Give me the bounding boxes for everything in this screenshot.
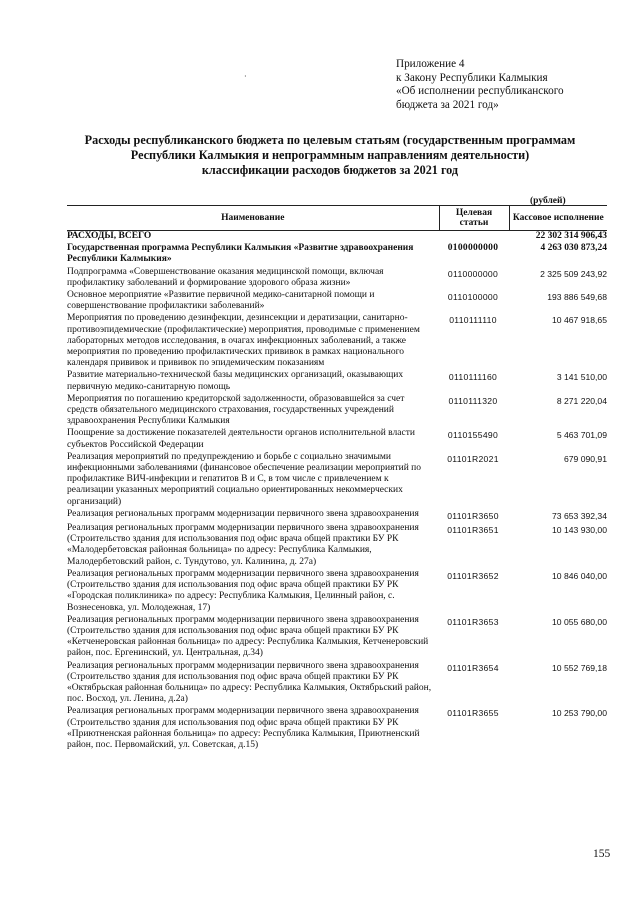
row-name: Реализация региональных программ модернизации первичного звена здравоохранения (Строительство здания для использования под офис врача общей практики БУ РК «Октябрьская районная больница» по адресу: Республика Калмыкия, Октябрьский район, пос. Восход, ул. Ленина, д.2а)	[67, 660, 432, 705]
table-row	[67, 370, 607, 393]
row-amount: 10 846 040,00	[552, 570, 607, 581]
row-code: 0100000000	[447, 243, 499, 254]
title-line: Расходы республиканского бюджета по целевым статьям (государственным программам	[84, 133, 576, 147]
stray-mark: ·	[244, 72, 247, 81]
table-row	[67, 523, 607, 569]
table-row	[67, 452, 607, 509]
row-name: Развитие материально-технической базы медицинских организаций, оказывающих первичную медико-санитарную помощь	[67, 370, 404, 392]
row-code	[439, 231, 509, 244]
table-row	[67, 243, 607, 266]
row-amount: 10 143 930,00	[552, 525, 607, 536]
header-amount: Кассовое исполнение	[512, 212, 604, 223]
row-code: 0110111160	[448, 372, 498, 383]
title-line: классификации расходов бюджетов за 2021 год	[201, 163, 459, 177]
row-amount: 22 302 314 906,43	[535, 231, 607, 241]
row-code: 01101R3655	[447, 708, 499, 719]
row-code: 01101R3652	[447, 570, 499, 581]
expenditure-table	[67, 205, 607, 752]
row-name: Реализация региональных программ модернизации первичного звена здравоохранения (Строительство здания для использования под офис врача общей практики БУ РК «Приютненская районная больница» по адресу: Республика Калмыкия, Приютненский район, пос. Первомайский, ул. Советская, д.15)	[67, 706, 420, 750]
table-row	[67, 428, 607, 451]
row-name: РАСХОДЫ, ВСЕГО	[67, 231, 152, 241]
row-amount: 73 653 392,34	[552, 510, 607, 521]
units-label: (рублей)	[530, 196, 566, 206]
row-amount: 10 055 680,00	[552, 616, 607, 627]
row-amount: 3 141 510,00	[556, 372, 607, 383]
appendix-line: бюджета за 2021 год»	[396, 98, 499, 111]
row-name: Реализация региональных программ модернизации первичного звена здравоохранения (Строительство здания для использования под офис врача общей практики БУ РК «Кетченеровская районная больница» по адресу: Республика Калмыкия, Кетченеровский район, пос. Ергенинский, ул. Центральная, д.34)	[67, 614, 429, 659]
row-code: 0110111320	[448, 395, 498, 406]
row-name: Реализация региональных программ модернизации первичного звена здравоохранения (Строительство здания для использования под офис врача общей практики БУ РК «Малодербетовская районная больница» по адресу: Республика Калмыкия, Малодербетовский район, с. Тундутово, ул. Калинина, д. 27а)	[67, 523, 419, 567]
row-amount: 8 271 220,04	[556, 395, 607, 406]
row-name: Реализация региональных программ модернизации первичного звена здравоохранения (Строительство здания для использования под офис врача общей практики БУ РК «Городская поликлиника» по адресу: Республика Калмыкия, Целинный район, с. Вознесеновка, ул. Молодежная, 17)	[67, 568, 419, 613]
header-code: Целевая статьи	[439, 206, 509, 231]
title-line: Республики Калмыкия и непрограммным направлениям деятельности)	[130, 148, 530, 162]
table-row	[67, 661, 607, 707]
row-code: 01101R3653	[447, 616, 499, 627]
row-amount: 2 325 509 243,92	[540, 268, 607, 279]
row-amount: 5 463 701,09	[556, 430, 607, 441]
appendix-note	[396, 58, 616, 112]
table-row	[67, 313, 607, 370]
appendix-line: «Об исполнении республиканского	[396, 85, 564, 98]
row-code: 01101R3654	[447, 662, 499, 673]
row-name: Мероприятия по проведению дезинфекции, дезинсекции и дератизации, санитарно-противоэпидемические (профилактические) мероприятия, проводимые с применением лабораторных методов исследования, в очагах инфекционных заболеваний, а также мероприятия по проведению профилактических прививок в рамках национального календаря прививок и прививок по эпидемическим показаниям	[67, 313, 420, 369]
row-name: Поощрение за достижение показателей деятельности органов исполнительной власти субъектов Российской Федерации	[67, 428, 415, 450]
table-row	[67, 290, 607, 313]
row-code: 0110000000	[447, 268, 499, 279]
row-amount: 4 263 030 873,24	[540, 243, 607, 254]
table-row	[67, 231, 607, 244]
row-name: Подпрограмма «Совершенствование оказания медицинской помощи, включая профилактику заболеваний и формирование здорового образа жизни»	[67, 266, 384, 288]
row-code: 01101R3650	[447, 510, 499, 521]
row-code: 0110100000	[447, 292, 499, 303]
row-code: 01101R3651	[447, 525, 499, 536]
appendix-line: Приложение 4	[396, 58, 465, 70]
row-name: Реализация региональных программ модернизации первичного звена здравоохранения	[67, 508, 419, 519]
row-amount: 193 886 549,68	[547, 292, 607, 303]
table-row	[67, 267, 607, 290]
table-header-row	[67, 206, 607, 231]
appendix-line: к Закону Республики Калмыкия	[396, 71, 548, 84]
page-number: 155	[593, 848, 611, 860]
table-row	[67, 509, 607, 523]
table-row	[67, 706, 607, 752]
row-amount: 10 467 918,65	[552, 315, 607, 326]
row-amount: 10 552 769,18	[552, 662, 607, 673]
row-name: Мероприятия по погашению кредиторской задолженности, образовавшейся за счет средств обязательного медицинского страхования, государственных учреждений здравоохранения Республики Калмыкия	[67, 393, 405, 427]
table-row	[67, 569, 607, 615]
row-name: Основное мероприятие «Развитие первичной медико-санитарной помощи и совершенствование профилактики заболеваний»	[67, 290, 375, 312]
header-name: Наименование	[67, 206, 439, 231]
document-title	[40, 133, 620, 178]
row-name: Реализация мероприятий по предупреждению и борьбе с социально значимыми инфекционными заболеваниями (финансовое обеспечение реализации мероприятий по профилактике ВИЧ-инфекции и гепатитов В и С, в том числе с привлечением к реализации указанных мероприятий социально ориентированных некоммерческих организаций)	[67, 451, 421, 507]
row-code: 0110155490	[447, 430, 499, 441]
row-code: 0110111110	[449, 315, 497, 326]
table-row	[67, 615, 607, 661]
table-row	[67, 394, 607, 429]
row-amount: 10 253 790,00	[552, 708, 607, 719]
row-code: 01101R2021	[447, 453, 499, 464]
row-amount: 679 090,91	[563, 453, 607, 464]
row-name: Государственная программа Республики Калмыкия «Развитие здравоохранения Республики Калмыкия»	[67, 243, 414, 265]
